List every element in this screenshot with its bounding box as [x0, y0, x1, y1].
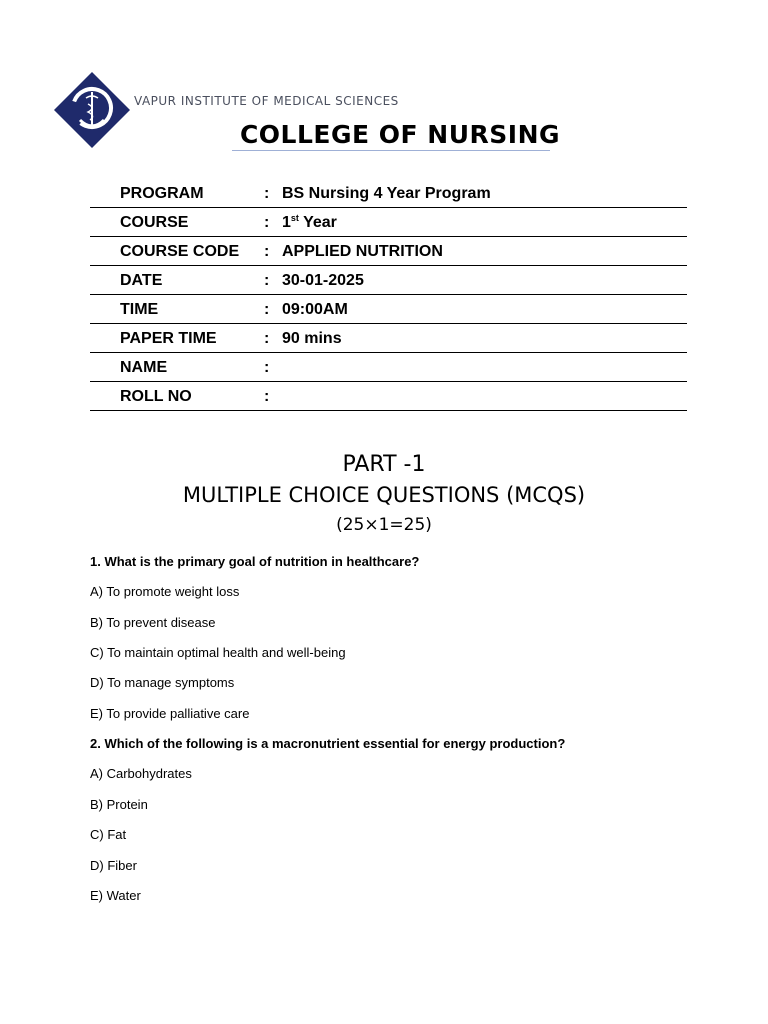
- info-row-course-code: [90, 237, 687, 266]
- course-ordinal: st: [290, 213, 299, 223]
- college-title: COLLEGE OF NURSING: [239, 120, 561, 149]
- info-separator: :: [264, 359, 270, 376]
- info-label: TIME: [120, 301, 159, 318]
- info-row-program: [90, 179, 687, 208]
- info-value: [282, 214, 337, 232]
- option-1a: A) To promote weight loss: [90, 584, 240, 599]
- info-separator: :: [264, 243, 270, 260]
- option-2b: B) Protein: [90, 797, 148, 812]
- question-2: 2. Which of the following is a macronutrient essential for energy production?: [90, 736, 566, 751]
- info-value: 30-01-2025: [282, 272, 364, 289]
- info-label: DATE: [120, 272, 163, 289]
- option-2a: A) Carbohydrates: [90, 766, 192, 781]
- section-heading: MULTIPLE CHOICE QUESTIONS (MCQS): [182, 483, 586, 507]
- info-row-time: [90, 295, 687, 324]
- info-separator: :: [264, 214, 270, 231]
- info-label: COURSE: [120, 214, 189, 231]
- info-label: COURSE CODE: [120, 243, 240, 260]
- exam-info-table: [90, 179, 687, 411]
- institute-name: VAPUR INSTITUTE OF MEDICAL SCIENCES: [134, 94, 399, 108]
- info-separator: :: [264, 388, 270, 405]
- info-value: 09:00AM: [282, 301, 348, 318]
- marks-distribution: (25×1=25): [336, 515, 432, 535]
- info-label: PAPER TIME: [120, 330, 217, 347]
- part-title: PART -1: [342, 452, 426, 477]
- info-label: PROGRAM: [120, 185, 204, 202]
- option-2e: E) Water: [90, 888, 141, 903]
- option-2d: D) Fiber: [90, 858, 137, 873]
- info-row-date: [90, 266, 687, 295]
- info-separator: :: [264, 330, 270, 347]
- info-separator: :: [264, 185, 270, 202]
- info-separator: :: [264, 272, 270, 289]
- course-number: 1: [282, 214, 291, 231]
- course-suffix: Year: [298, 214, 337, 231]
- info-label: ROLL NO: [120, 388, 192, 405]
- info-value: BS Nursing 4 Year Program: [282, 185, 491, 202]
- option-2c: C) Fat: [90, 827, 127, 842]
- info-separator: :: [264, 301, 270, 318]
- option-1d: D) To manage symptoms: [90, 675, 235, 690]
- title-underline: [232, 150, 550, 151]
- option-1c: C) To maintain optimal health and well-being: [90, 645, 346, 660]
- option-1b: B) To prevent disease: [90, 615, 216, 630]
- info-label: NAME: [120, 359, 168, 376]
- option-1e: E) To provide palliative care: [90, 706, 250, 721]
- info-value: APPLIED NUTRITION: [282, 243, 443, 260]
- question-1: 1. What is the primary goal of nutrition in healthcare?: [90, 554, 420, 569]
- info-row-paper-time: [90, 324, 687, 353]
- info-row-roll-no: [90, 382, 687, 411]
- info-row-course: [90, 208, 687, 237]
- info-value: 90 mins: [282, 330, 342, 347]
- info-row-name: [90, 353, 687, 382]
